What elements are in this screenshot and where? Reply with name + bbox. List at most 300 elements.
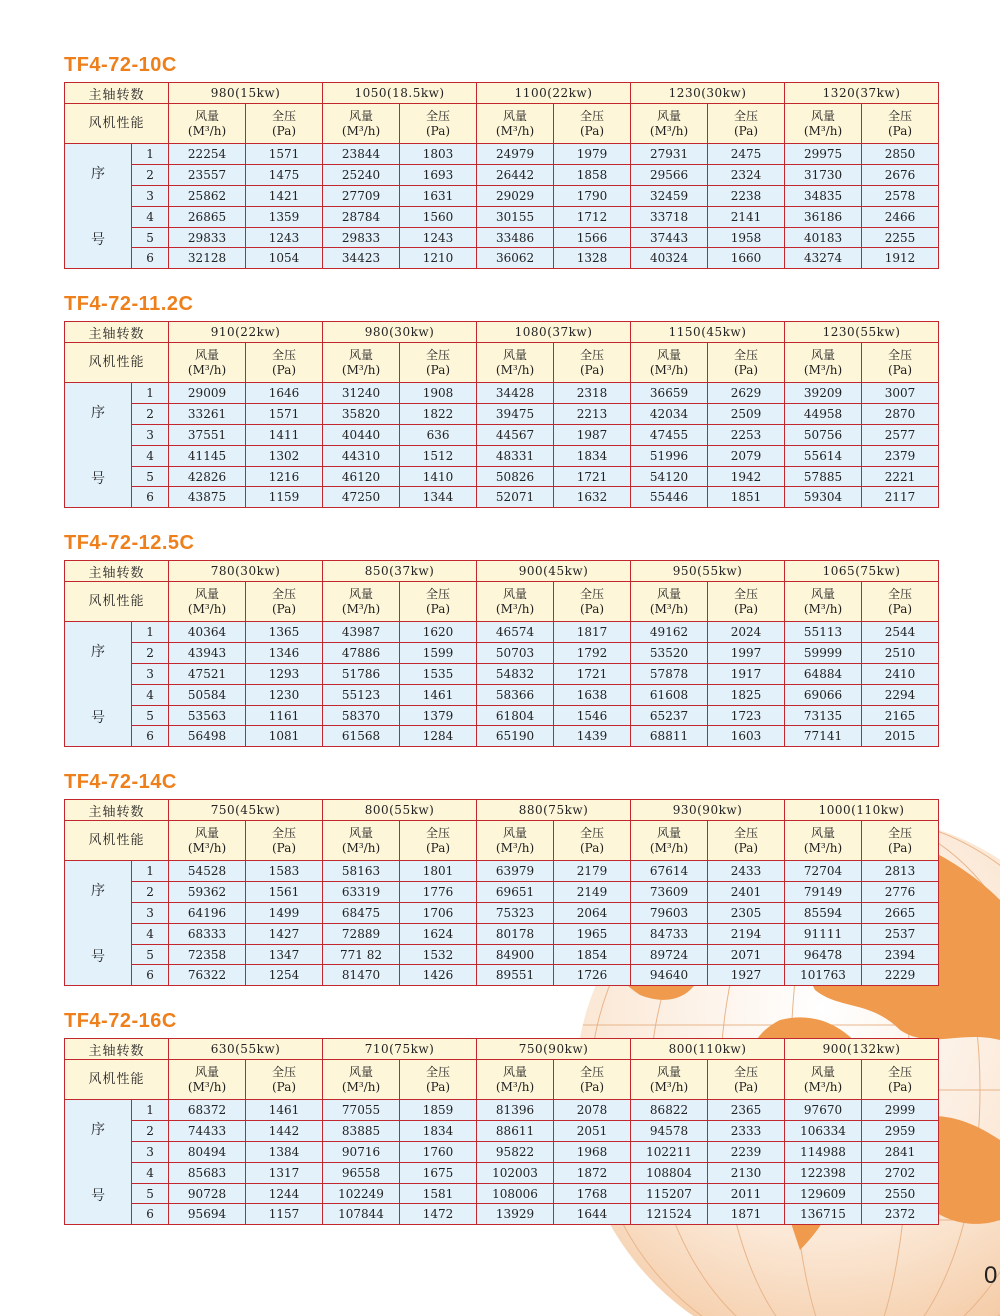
pressure-value: 2011	[708, 1183, 785, 1204]
pressure-value: 1561	[246, 881, 323, 902]
row-number: 1	[132, 144, 169, 165]
pressure-label: 全压	[888, 586, 913, 601]
pressure-value: 1790	[554, 185, 631, 206]
pressure-value: 2509	[708, 403, 785, 424]
pressure-value: 2394	[862, 944, 939, 965]
airflow-header	[785, 343, 862, 383]
row-number: 5	[132, 1183, 169, 1204]
airflow-value: 58370	[323, 705, 400, 726]
pressure-value: 1359	[246, 206, 323, 227]
airflow-label: 风量	[811, 347, 836, 362]
airflow-value: 33261	[169, 403, 246, 424]
table-row	[65, 403, 939, 424]
airflow-value: 36659	[631, 383, 708, 404]
airflow-value: 29009	[169, 383, 246, 404]
pressure-value: 2194	[708, 923, 785, 944]
pressure-value: 1379	[400, 705, 477, 726]
pressure-value: 1834	[400, 1120, 477, 1141]
airflow-value: 55614	[785, 445, 862, 466]
pressure-value: 2229	[862, 965, 939, 986]
pressure-unit: (Pa)	[271, 1079, 297, 1094]
row-number: 3	[132, 902, 169, 923]
performance-table	[64, 799, 939, 986]
pressure-label: 全压	[734, 108, 759, 123]
airflow-label: 风量	[657, 347, 682, 362]
airflow-value: 22254	[169, 144, 246, 165]
airflow-unit: (M³/h)	[803, 1079, 843, 1094]
airflow-value: 37443	[631, 227, 708, 248]
pressure-value: 1859	[400, 1100, 477, 1121]
pressure-unit: (Pa)	[887, 601, 913, 616]
spindle-speed-label: 主轴转数	[65, 561, 169, 582]
pressure-unit: (Pa)	[271, 601, 297, 616]
speed-header: 850(37kw)	[323, 561, 477, 582]
pressure-value: 1346	[246, 642, 323, 663]
index-label-bottom: 号	[91, 1188, 105, 1205]
speed-header: 780(30kw)	[169, 561, 323, 582]
airflow-value: 96478	[785, 944, 862, 965]
pressure-label: 全压	[580, 1064, 605, 1079]
pressure-unit: (Pa)	[887, 362, 913, 377]
pressure-label: 全压	[580, 108, 605, 123]
table-row	[65, 248, 939, 269]
pressure-value: 1968	[554, 1141, 631, 1162]
pressure-value: 2253	[708, 424, 785, 445]
airflow-label: 风量	[657, 1064, 682, 1079]
pressure-value: 1599	[400, 642, 477, 663]
pressure-label: 全压	[734, 1064, 759, 1079]
pressure-value: 1243	[400, 227, 477, 248]
pressure-value: 1560	[400, 206, 477, 227]
row-number: 1	[132, 861, 169, 882]
pressure-unit: (Pa)	[271, 362, 297, 377]
airflow-value: 101763	[785, 965, 862, 986]
pressure-header	[862, 343, 939, 383]
airflow-value: 76322	[169, 965, 246, 986]
pressure-header	[246, 343, 323, 383]
airflow-value: 68333	[169, 923, 246, 944]
airflow-value: 39475	[477, 403, 554, 424]
airflow-unit: (M³/h)	[187, 123, 227, 138]
fan-performance-label: 风机性能	[65, 104, 169, 144]
pressure-unit: (Pa)	[271, 840, 297, 855]
pressure-value: 1475	[246, 164, 323, 185]
fan-performance-label: 风机性能	[65, 821, 169, 861]
airflow-value: 32459	[631, 185, 708, 206]
airflow-value: 90728	[169, 1183, 246, 1204]
airflow-value: 102249	[323, 1183, 400, 1204]
table-row	[65, 705, 939, 726]
airflow-value: 79603	[631, 902, 708, 923]
airflow-value: 55446	[631, 487, 708, 508]
airflow-value: 50703	[477, 642, 554, 663]
speed-header: 1320(37kw)	[785, 83, 939, 104]
speed-header: 900(132kw)	[785, 1039, 939, 1060]
pressure-value: 2071	[708, 944, 785, 965]
pressure-header	[708, 343, 785, 383]
pressure-label: 全压	[272, 108, 297, 123]
airflow-header	[323, 1060, 400, 1100]
airflow-label: 风量	[195, 347, 220, 362]
airflow-unit: (M³/h)	[803, 601, 843, 616]
table-row	[65, 944, 939, 965]
model-section	[64, 290, 936, 505]
pressure-header	[554, 104, 631, 144]
pressure-value: 1302	[246, 445, 323, 466]
performance-table	[64, 82, 939, 269]
airflow-value: 68475	[323, 902, 400, 923]
index-label-bottom: 号	[91, 232, 105, 249]
airflow-label: 风量	[503, 586, 528, 601]
airflow-header	[169, 104, 246, 144]
model-section	[64, 51, 936, 266]
airflow-value: 106334	[785, 1120, 862, 1141]
airflow-header	[785, 582, 862, 622]
row-number: 4	[132, 206, 169, 227]
airflow-header	[631, 343, 708, 383]
pressure-unit: (Pa)	[733, 1079, 759, 1094]
index-label-bottom: 号	[91, 710, 105, 727]
pressure-label: 全压	[426, 347, 451, 362]
airflow-value: 43875	[169, 487, 246, 508]
speed-header: 980(15kw)	[169, 83, 323, 104]
airflow-header	[631, 821, 708, 861]
pressure-value: 1254	[246, 965, 323, 986]
airflow-label: 风量	[349, 1064, 374, 1079]
pressure-value: 1801	[400, 861, 477, 882]
pressure-value: 1803	[400, 144, 477, 165]
pressure-value: 2850	[862, 144, 939, 165]
pressure-value: 1965	[554, 923, 631, 944]
airflow-value: 102003	[477, 1162, 554, 1183]
table-row	[65, 642, 939, 663]
airflow-value: 108804	[631, 1162, 708, 1183]
airflow-unit: (M³/h)	[649, 840, 689, 855]
pressure-unit: (Pa)	[425, 601, 451, 616]
pressure-unit: (Pa)	[580, 123, 605, 138]
airflow-value: 26865	[169, 206, 246, 227]
pressure-value: 1317	[246, 1162, 323, 1183]
pressure-value: 1230	[246, 684, 323, 705]
pressure-header	[246, 104, 323, 144]
airflow-value: 88611	[477, 1120, 554, 1141]
pressure-label: 全压	[272, 347, 297, 362]
airflow-value: 77055	[323, 1100, 400, 1121]
airflow-value: 25240	[323, 164, 400, 185]
airflow-value: 72704	[785, 861, 862, 882]
airflow-value: 55113	[785, 622, 862, 643]
table-row	[65, 622, 939, 643]
airflow-value: 58163	[323, 861, 400, 882]
pressure-label: 全压	[426, 586, 451, 601]
pressure-value: 1347	[246, 944, 323, 965]
row-number: 6	[132, 965, 169, 986]
model-title: TF4-72-14C	[64, 771, 177, 793]
model-title: TF4-72-10C	[64, 54, 177, 76]
airflow-value: 40324	[631, 248, 708, 269]
speed-header: 630(55kw)	[169, 1039, 323, 1060]
fan-performance-label: 风机性能	[65, 1060, 169, 1100]
pressure-value: 2117	[862, 487, 939, 508]
row-number: 4	[132, 445, 169, 466]
pressure-value: 1834	[554, 445, 631, 466]
spindle-speed-label: 主轴转数	[65, 800, 169, 821]
pressure-unit: (Pa)	[887, 1079, 913, 1094]
pressure-unit: (Pa)	[888, 123, 913, 138]
pressure-value: 1365	[246, 622, 323, 643]
pressure-label: 全压	[272, 825, 297, 840]
table-row	[65, 227, 939, 248]
pressure-value: 1706	[400, 902, 477, 923]
row-number: 2	[132, 1120, 169, 1141]
pressure-value: 2578	[862, 185, 939, 206]
airflow-value: 80494	[169, 1141, 246, 1162]
airflow-value: 50826	[477, 466, 554, 487]
pressure-unit: (Pa)	[579, 362, 605, 377]
airflow-value: 136715	[785, 1204, 862, 1225]
pressure-value: 1410	[400, 466, 477, 487]
index-label	[65, 622, 132, 747]
index-label-top: 序	[91, 166, 105, 183]
airflow-unit: (M³/h)	[187, 362, 227, 377]
airflow-value: 68811	[631, 726, 708, 747]
pressure-value: 1571	[246, 403, 323, 424]
pressure-unit: (Pa)	[271, 123, 297, 138]
pressure-value: 1660	[708, 248, 785, 269]
airflow-value: 74433	[169, 1120, 246, 1141]
pressure-value: 1054	[246, 248, 323, 269]
airflow-value: 94640	[631, 965, 708, 986]
airflow-value: 50756	[785, 424, 862, 445]
speed-header: 1230(55kw)	[785, 322, 939, 343]
airflow-unit: (M³/h)	[803, 362, 843, 377]
airflow-value: 63319	[323, 881, 400, 902]
airflow-value: 81396	[477, 1100, 554, 1121]
speed-header: 800(110kw)	[631, 1039, 785, 1060]
pressure-value: 1675	[400, 1162, 477, 1183]
airflow-value: 63979	[477, 861, 554, 882]
pressure-value: 1979	[554, 144, 631, 165]
row-number: 6	[132, 248, 169, 269]
airflow-value: 53520	[631, 642, 708, 663]
airflow-value: 44567	[477, 424, 554, 445]
pressure-label: 全压	[426, 1064, 451, 1079]
airflow-value: 32128	[169, 248, 246, 269]
airflow-label: 风量	[503, 825, 528, 840]
airflow-value: 80178	[477, 923, 554, 944]
speed-header: 800(55kw)	[323, 800, 477, 821]
airflow-value: 83885	[323, 1120, 400, 1141]
airflow-value: 81470	[323, 965, 400, 986]
pressure-value: 1917	[708, 663, 785, 684]
airflow-value: 51786	[323, 663, 400, 684]
airflow-value: 44958	[785, 403, 862, 424]
airflow-unit: (M³/h)	[803, 123, 843, 138]
pressure-value: 2544	[862, 622, 939, 643]
airflow-unit: (M³/h)	[187, 840, 227, 855]
pressure-header	[246, 582, 323, 622]
airflow-unit: (M³/h)	[649, 362, 689, 377]
airflow-label: 风量	[195, 586, 220, 601]
pressure-label: 全压	[272, 1064, 297, 1079]
pressure-value: 2165	[862, 705, 939, 726]
airflow-value: 26442	[477, 164, 554, 185]
airflow-value: 771 82	[323, 944, 400, 965]
pressure-value: 1792	[554, 642, 631, 663]
airflow-value: 97670	[785, 1100, 862, 1121]
pressure-value: 1723	[708, 705, 785, 726]
pressure-value: 1243	[246, 227, 323, 248]
table-row	[65, 1141, 939, 1162]
airflow-label: 风量	[503, 347, 528, 362]
pressure-label: 全压	[426, 108, 451, 123]
model-section	[64, 768, 936, 983]
pressure-value: 1546	[554, 705, 631, 726]
row-number: 5	[132, 705, 169, 726]
performance-table	[64, 1038, 939, 1225]
row-number: 4	[132, 684, 169, 705]
pressure-value: 3007	[862, 383, 939, 404]
airflow-value: 58366	[477, 684, 554, 705]
pressure-label: 全压	[734, 347, 759, 362]
row-number: 5	[132, 466, 169, 487]
index-label-top: 序	[91, 1122, 105, 1139]
speed-header: 1100(22kw)	[477, 83, 631, 104]
pressure-value: 2239	[708, 1141, 785, 1162]
pressure-value: 2238	[708, 185, 785, 206]
airflow-value: 48331	[477, 445, 554, 466]
airflow-value: 52071	[477, 487, 554, 508]
airflow-value: 69651	[477, 881, 554, 902]
row-number: 6	[132, 1204, 169, 1225]
index-label-bottom: 号	[91, 949, 105, 966]
pressure-label: 全压	[888, 1064, 913, 1079]
airflow-value: 29833	[169, 227, 246, 248]
airflow-value: 51996	[631, 445, 708, 466]
pressure-value: 1646	[246, 383, 323, 404]
row-number: 1	[132, 622, 169, 643]
airflow-value: 77141	[785, 726, 862, 747]
airflow-value: 79149	[785, 881, 862, 902]
airflow-header	[323, 821, 400, 861]
airflow-value: 30155	[477, 206, 554, 227]
pressure-value: 1535	[400, 663, 477, 684]
airflow-value: 23557	[169, 164, 246, 185]
airflow-label: 风量	[349, 347, 374, 362]
table-row	[65, 726, 939, 747]
airflow-value: 40364	[169, 622, 246, 643]
pressure-value: 2813	[862, 861, 939, 882]
airflow-label: 风量	[657, 586, 682, 601]
pressure-value: 1344	[400, 487, 477, 508]
pressure-value: 2365	[708, 1100, 785, 1121]
airflow-value: 27931	[631, 144, 708, 165]
airflow-unit: (M³/h)	[495, 1079, 535, 1094]
airflow-label: 风量	[503, 108, 528, 123]
pressure-value: 1712	[554, 206, 631, 227]
speed-header: 900(45kw)	[477, 561, 631, 582]
index-label-top: 序	[91, 883, 105, 900]
airflow-unit: (M³/h)	[341, 123, 381, 138]
pressure-value: 2255	[862, 227, 939, 248]
airflow-value: 56498	[169, 726, 246, 747]
index-label-bottom: 号	[91, 471, 105, 488]
pressure-unit: (Pa)	[579, 840, 605, 855]
row-number: 3	[132, 663, 169, 684]
pressure-header	[400, 821, 477, 861]
pressure-value: 2130	[708, 1162, 785, 1183]
airflow-value: 13929	[477, 1204, 554, 1225]
table-row	[65, 1120, 939, 1141]
airflow-label: 风量	[811, 1064, 836, 1079]
table-row	[65, 684, 939, 705]
airflow-value: 89724	[631, 944, 708, 965]
airflow-value: 90716	[323, 1141, 400, 1162]
pressure-unit: (Pa)	[733, 840, 759, 855]
speed-header: 710(75kw)	[323, 1039, 477, 1060]
pressure-value: 1512	[400, 445, 477, 466]
airflow-value: 29833	[323, 227, 400, 248]
table-row	[65, 1204, 939, 1225]
airflow-value: 50584	[169, 684, 246, 705]
airflow-value: 34835	[785, 185, 862, 206]
model-title: TF4-72-16C	[64, 1010, 177, 1032]
speed-header: 750(45kw)	[169, 800, 323, 821]
airflow-value: 59362	[169, 881, 246, 902]
airflow-header	[631, 1060, 708, 1100]
pressure-value: 1210	[400, 248, 477, 269]
airflow-label: 风量	[811, 108, 836, 123]
pressure-value: 1726	[554, 965, 631, 986]
airflow-value: 54120	[631, 466, 708, 487]
pressure-value: 2179	[554, 861, 631, 882]
pressure-value: 2401	[708, 881, 785, 902]
speed-header: 750(90kw)	[477, 1039, 631, 1060]
speed-header: 930(90kw)	[631, 800, 785, 821]
airflow-value: 49162	[631, 622, 708, 643]
airflow-value: 33718	[631, 206, 708, 227]
airflow-header	[169, 582, 246, 622]
pressure-label: 全压	[272, 586, 297, 601]
airflow-value: 61804	[477, 705, 554, 726]
pressure-header	[862, 582, 939, 622]
table-row	[65, 144, 939, 165]
speed-header: 1050(18.5kw)	[323, 83, 477, 104]
airflow-value: 35820	[323, 403, 400, 424]
table-row	[65, 424, 939, 445]
airflow-value: 46120	[323, 466, 400, 487]
index-label	[65, 144, 132, 269]
pressure-value: 1721	[554, 466, 631, 487]
pressure-unit: (Pa)	[425, 1079, 451, 1094]
pressure-value: 1442	[246, 1120, 323, 1141]
airflow-unit: (M³/h)	[495, 362, 535, 377]
airflow-value: 54832	[477, 663, 554, 684]
pressure-value: 1825	[708, 684, 785, 705]
pressure-label: 全压	[888, 347, 913, 362]
pressure-value: 2051	[554, 1120, 631, 1141]
pressure-value: 1426	[400, 965, 477, 986]
airflow-label: 风量	[349, 108, 374, 123]
pressure-value: 2015	[862, 726, 939, 747]
pressure-label: 全压	[426, 825, 451, 840]
pressure-value: 1638	[554, 684, 631, 705]
table-row	[65, 383, 939, 404]
pressure-value: 2629	[708, 383, 785, 404]
pressure-value: 1854	[554, 944, 631, 965]
pressure-value: 2333	[708, 1120, 785, 1141]
spindle-speed-label: 主轴转数	[65, 1039, 169, 1060]
